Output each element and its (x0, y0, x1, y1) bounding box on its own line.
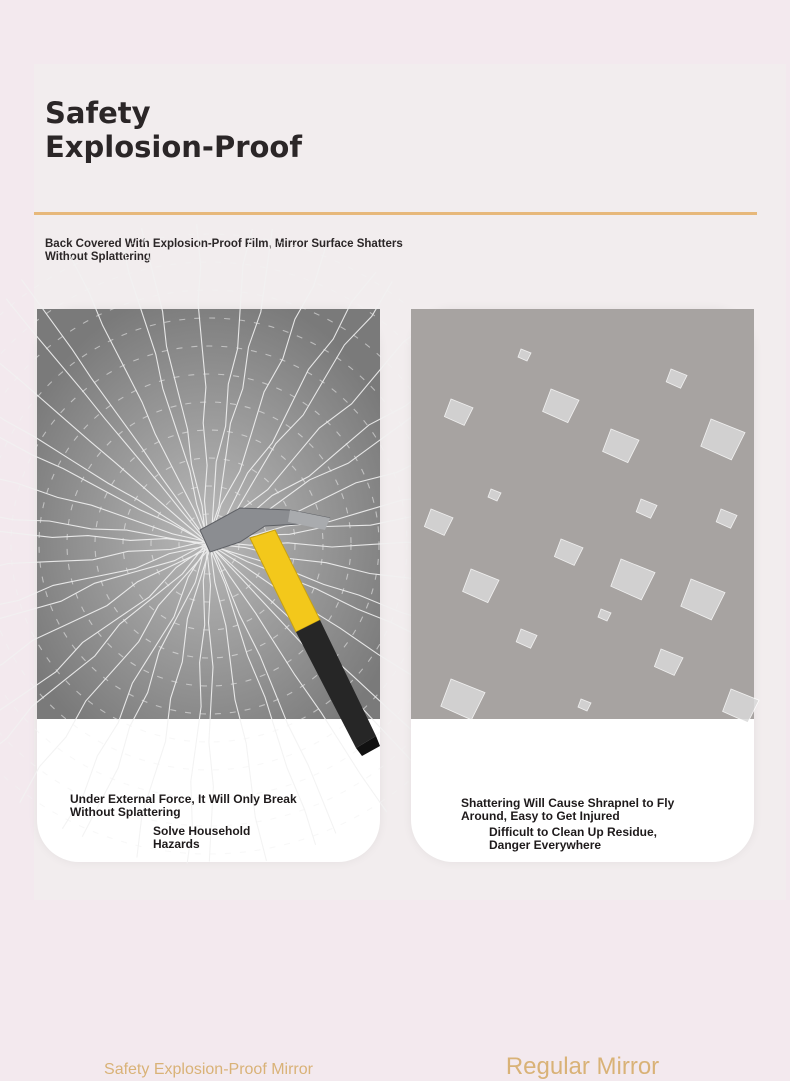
page-subtitle: Back Covered With Explosion-Proof Film, Mirror Surface Shatters Without Splattering (45, 238, 403, 263)
page-title-line-2: Explosion-Proof (45, 130, 302, 164)
accent-divider (34, 212, 757, 215)
safety-mirror-title: Safety Explosion-Proof Mirror (104, 1061, 313, 1078)
page-title (45, 96, 302, 164)
safety-mirror-description-1: Under External Force, It Will Only Break Without Splattering (70, 792, 297, 819)
page-title-line-1: Safety (45, 96, 151, 130)
regular-mirror-title: Regular Mirror (505, 1053, 660, 1080)
shattered-glass-image (411, 309, 754, 719)
hammer-icon (180, 490, 410, 775)
regular-mirror-card (411, 309, 754, 1080)
safety-mirror-description-2: Solve Household Hazards (153, 824, 251, 851)
regular-mirror-description-2: Difficult to Clean Up Residue, Danger Everywhere (489, 825, 658, 852)
regular-mirror-description-1: Shattering Will Cause Shrapnel to Fly Around, Easy to Get Injured (461, 796, 675, 823)
